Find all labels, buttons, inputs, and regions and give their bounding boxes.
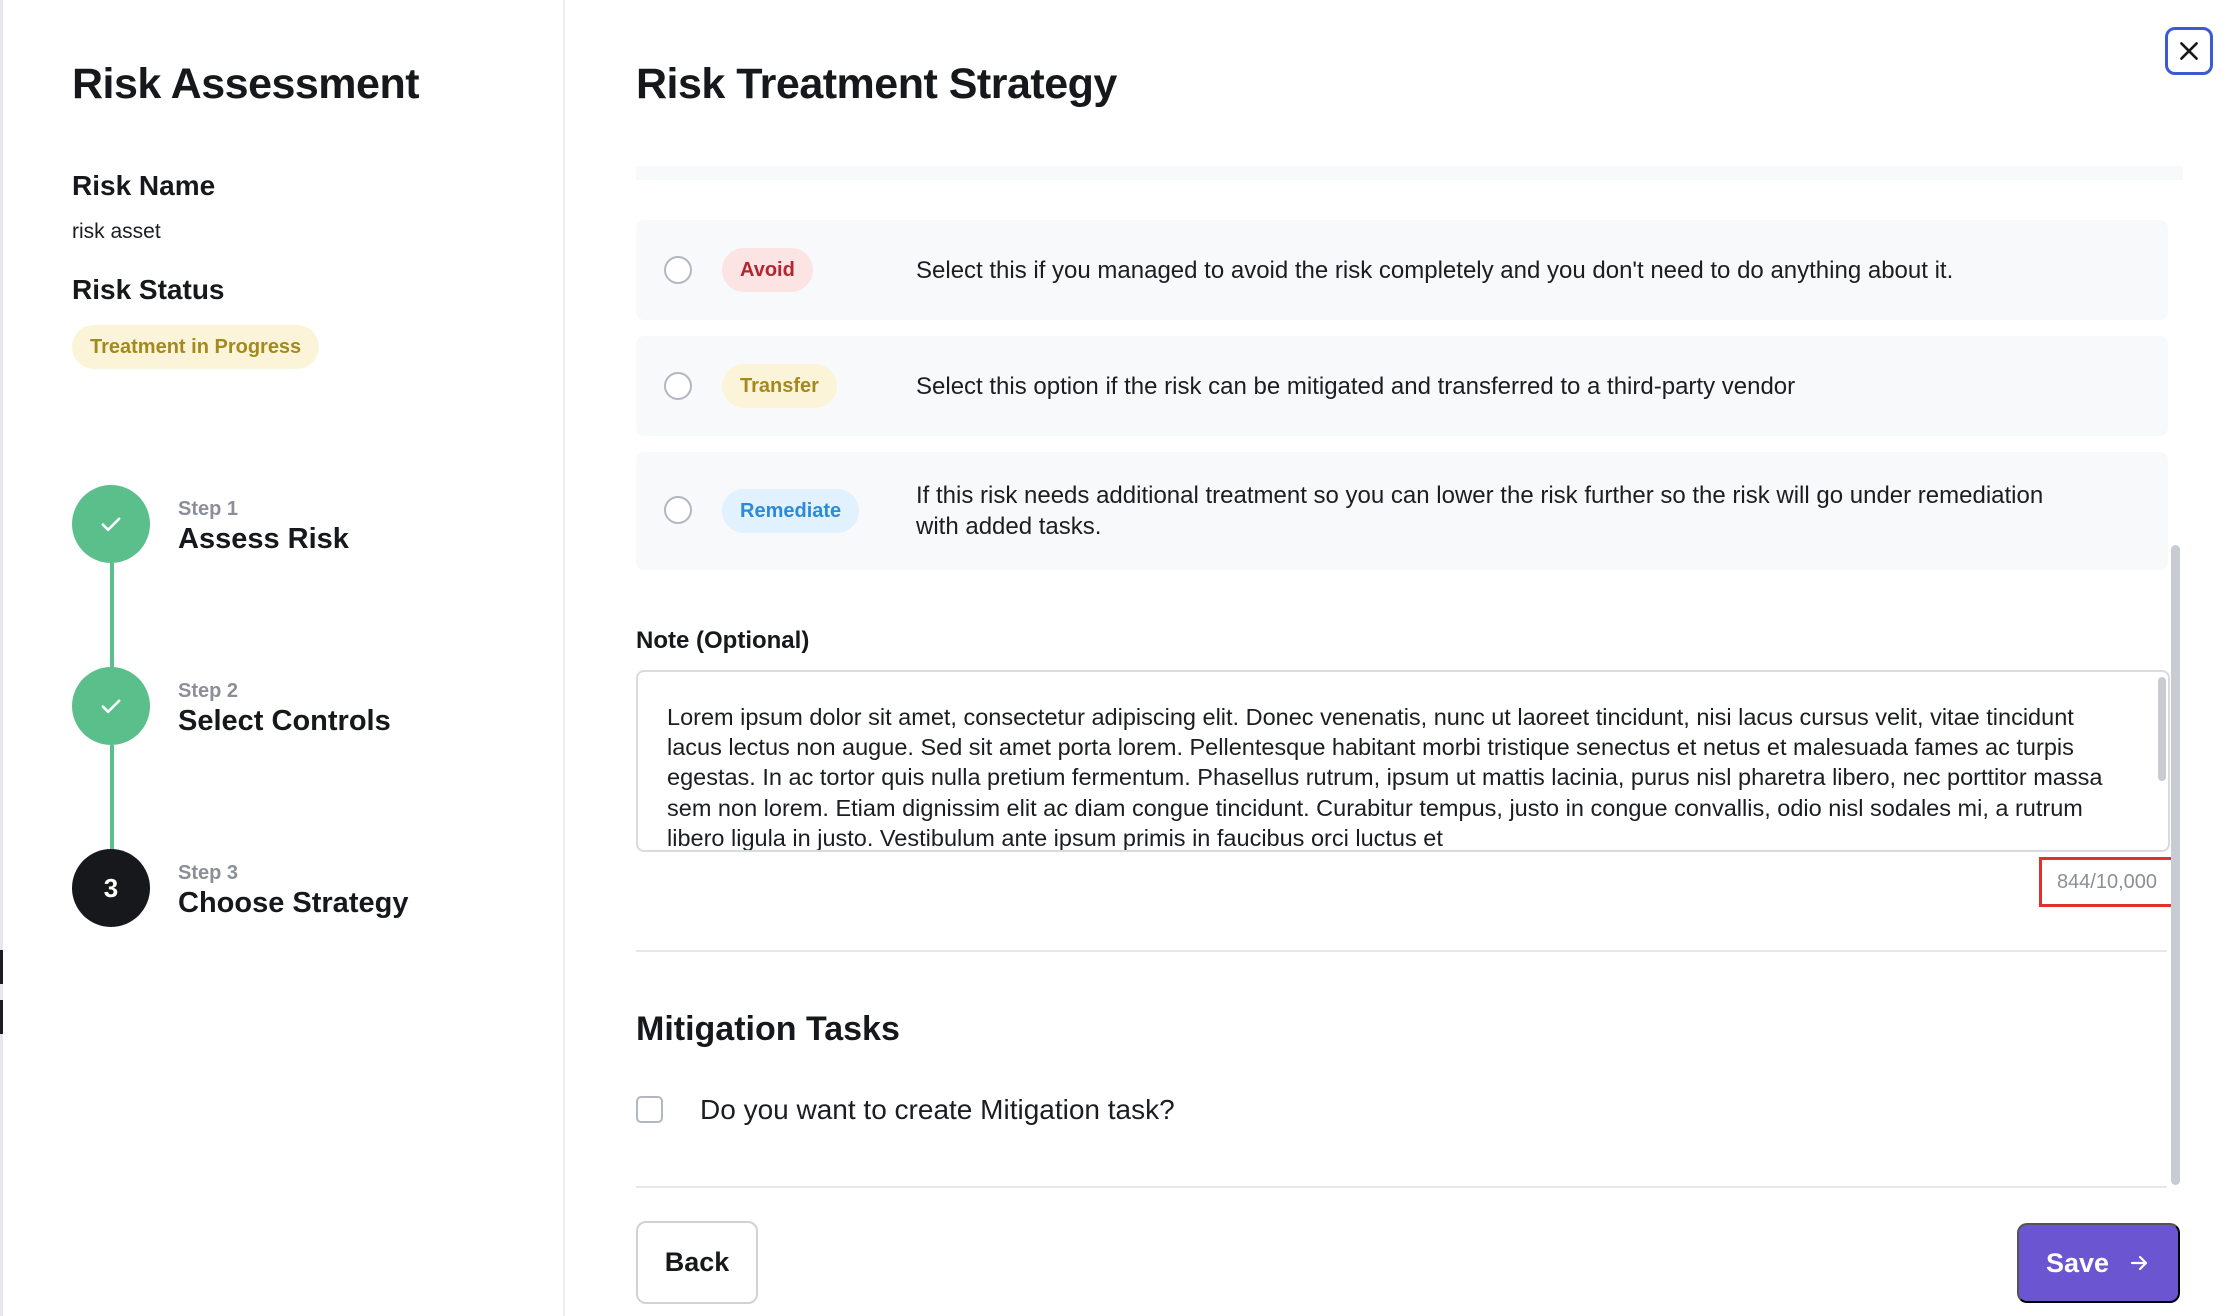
transfer-tag: Transfer (722, 364, 837, 408)
remediate-tag: Remediate (722, 489, 859, 533)
check-icon (97, 692, 125, 720)
sidebar-title: Risk Assessment (72, 60, 420, 108)
create-mitigation-label[interactable]: Do you want to create Mitigation task? (700, 1094, 1175, 1125)
avoid-tag: Avoid (722, 248, 813, 292)
main-panel (567, 0, 2232, 1316)
step-2-title: Select Controls (178, 705, 391, 737)
note-textarea[interactable] (636, 670, 2170, 852)
note-scrollbar[interactable] (2158, 677, 2166, 781)
divider (636, 1186, 2167, 1188)
step-1-kicker: Step 1 (178, 498, 239, 520)
option-card-clipped (636, 166, 2183, 180)
note-label: Note (Optional) (636, 627, 810, 654)
step-3-title: Choose Strategy (178, 887, 409, 919)
main-scrollbar[interactable] (2171, 545, 2180, 1185)
save-button[interactable] (2017, 1223, 2180, 1303)
remediate-radio[interactable] (664, 496, 692, 524)
option-card-transfer[interactable] (636, 336, 2168, 436)
status-badge: Treatment in Progress (72, 325, 319, 369)
divider (636, 950, 2167, 952)
risk-name-value: risk asset (72, 220, 161, 243)
step-connector (110, 745, 114, 849)
step-3-number: 3 (72, 849, 150, 927)
create-mitigation-checkbox[interactable] (636, 1096, 663, 1123)
transfer-description: Select this option if the risk can be mitigated and transferred to a third-party vendor (916, 373, 1796, 400)
sidebar (3, 0, 565, 1316)
step-2-complete-indicator (72, 667, 150, 745)
risk-name-label: Risk Name (72, 170, 216, 201)
step-connector (110, 563, 114, 667)
step-1-complete-indicator (72, 485, 150, 563)
mitigation-tasks-title: Mitigation Tasks (636, 1010, 900, 1048)
stepper (72, 485, 552, 935)
arrow-right-icon (2127, 1251, 2151, 1275)
page-title: Risk Treatment Strategy (636, 60, 1117, 108)
avoid-description: Select this if you managed to avoid the risk completely and you don't need to do anything about it. (916, 257, 1954, 284)
remediate-description: If this risk needs additional treatment so you can lower the risk further so the risk will go under remediation with added tasks. (916, 482, 2044, 540)
avoid-radio[interactable] (664, 256, 692, 284)
close-icon (2176, 38, 2202, 64)
check-icon (97, 510, 125, 538)
step-2-kicker: Step 2 (178, 680, 239, 702)
save-button-label: Save (2045, 1247, 2110, 1278)
back-button[interactable]: Back (636, 1221, 758, 1304)
char-counter: 844/10,000 (2039, 857, 2175, 907)
step-1-title: Assess Risk (178, 523, 349, 555)
risk-status-label: Risk Status (72, 274, 225, 305)
option-card-avoid[interactable] (636, 220, 2168, 320)
option-card-remediate[interactable] (636, 452, 2168, 570)
close-button[interactable] (2165, 27, 2213, 75)
step-3-kicker: Step 3 (178, 862, 239, 884)
transfer-radio[interactable] (664, 372, 692, 400)
